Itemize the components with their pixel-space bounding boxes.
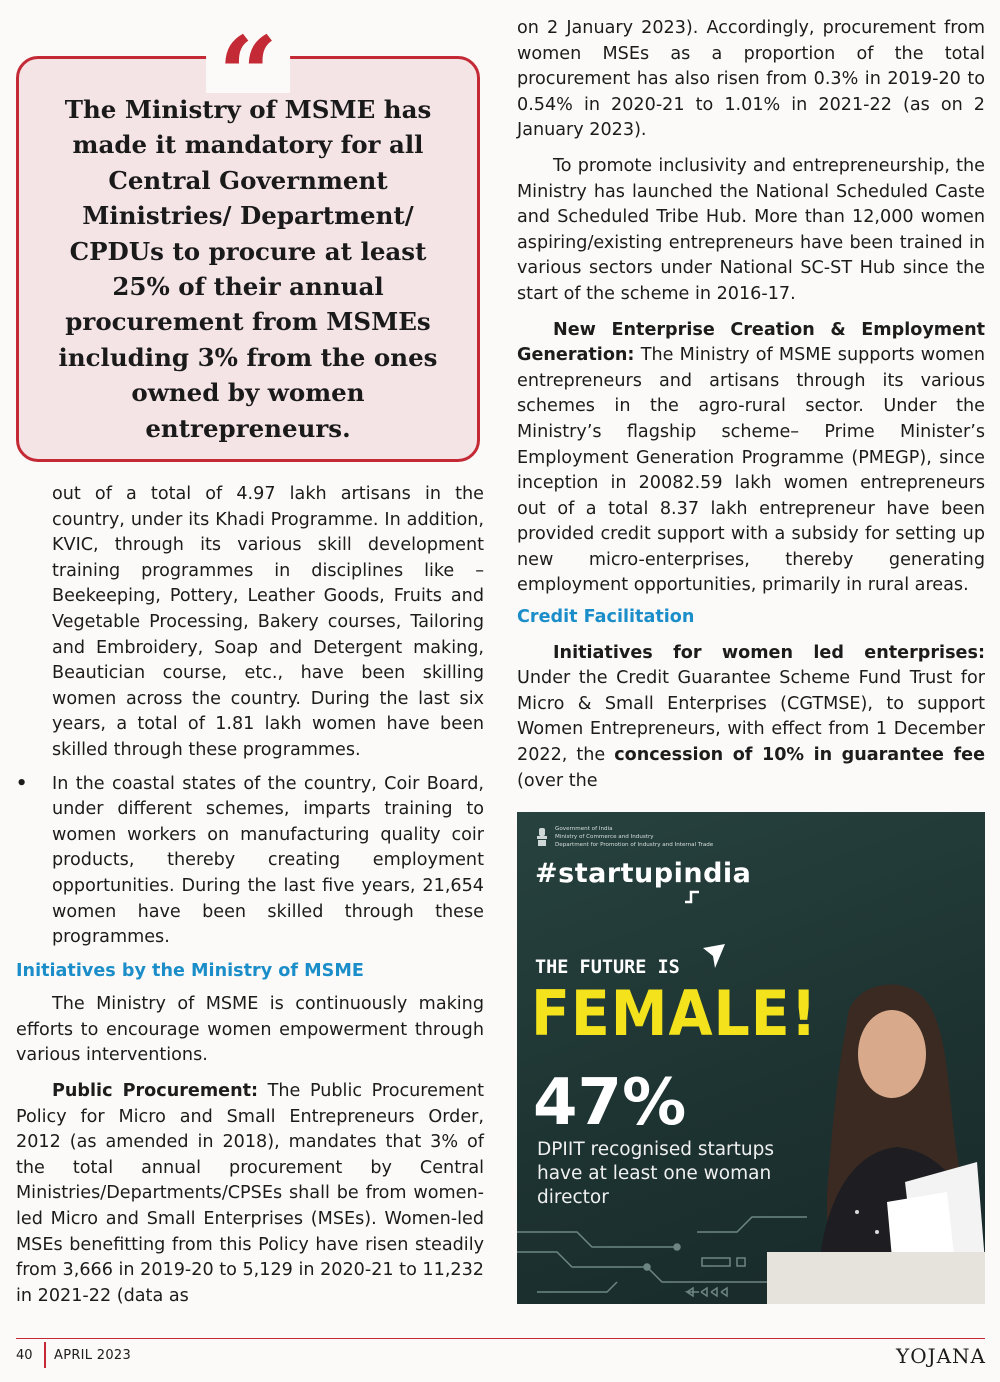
guarantee-fee-highlight: concession of 10% in guarantee fee [614, 745, 985, 766]
public-procurement-paragraph [16, 1079, 484, 1309]
enterprise-creation-paragraph [517, 318, 985, 600]
government-credit [555, 825, 713, 849]
procurement-continued-paragraph: on 2 January 2023). Accordingly, procurement from women MSEs as a proportion of the total procurement has also risen from 0.3% in 2019-20 to 0.54% in 2020-21 to 1.01% in 2021-22 (as on 2 January 2023). [517, 18, 985, 141]
gov-line-2: Ministry of Commerce and Industry [555, 834, 654, 840]
enterprise-creation-text: The Ministry of MSME supports women entrepreneurs and artisans through its various schemes in the agro-rural sector. Under the Ministry’s flagship scheme– Prime Minister’s Employment Generation Programme (PMEGP), since inception in 20082.59 lakh women entrepreneurs out of a total 8.37 lakh entrepreneur have been provided credit support with a subsidy for setting up new micro-enterprises, thereby generating employment opportunities, primarily in rural areas. [517, 345, 985, 596]
future-is-text: THE FUTURE IS [535, 957, 680, 978]
gov-line-1: Government of India [555, 826, 613, 832]
women-led-enterprises-tail: (over the [517, 770, 598, 791]
pull-quote-box [16, 13, 480, 462]
heading-credit-facilitation: Credit Facilitation [517, 607, 695, 628]
bullet-icon: • [16, 773, 28, 794]
footer-rule [16, 1338, 985, 1339]
heading-msme-initiatives: Initiatives by the Ministry of MSME [16, 960, 364, 981]
gov-line-3: Department for Promotion of Industry and Internal Trade [555, 842, 714, 848]
issue-date: APRIL 2023 [54, 1348, 132, 1363]
right-column [517, 16, 985, 794]
inclusivity-paragraph: To promote inclusivity and entrepreneurship, the Ministry has launched the National Scheduled Caste and Scheduled Tribe Hub. More than 12,000 women aspiring/existing entrepreneurs have been trained in various sectors under National SC-ST Hub since the start of the scheme in 2016-17. [517, 155, 985, 304]
women-led-enterprises-paragraph [517, 641, 985, 795]
enterprise-creation-lead: New Enterprise Creation & Employment Generation: [517, 319, 985, 366]
magazine-name: YOJANA [895, 1344, 986, 1368]
desk-papers [767, 1252, 985, 1304]
statistic-description: DPIIT recognised startups have at least one woman director [537, 1139, 775, 1208]
khadi-paragraph: out of a total of 4.97 lakh artisans in the country, under its Khadi Programme. In addition, KVIC, through its various skill development training programmes in disciplines like – Beekeeping, Pottery, Leather Goods, Fruits and Vegetable Processing, Bakery courses, Tailoring and Embroidery, Soap and Detergent making, Beautician course, etc., have been skilling women across the country. During the last six years, a total of 1.81 lakh women have been skilled through these programmes. [52, 484, 484, 760]
page-number: 40 [16, 1348, 33, 1363]
startupindia-hashtag: #startupindia [535, 858, 752, 889]
hashtag-underline-icon [685, 890, 701, 904]
female-headline: FEMALE! [531, 977, 818, 1050]
public-procurement-text: The Public Procurement Policy for Micro and Small Entrepreneurs Order, 2012 (as amended in 2018), mandates that 3% of the total annual procurement by Central Ministries/Departments/CPSEs shall be from women-led Micro and Small Enterprises (MSEs). Women-led MSEs benefitting from this Policy have risen steadily from 3,666 in 2019-20 to 5,129 in 2020-21 to 11,232 in 2021-22 (data as [16, 1081, 484, 1306]
national-emblem-icon [535, 826, 549, 848]
women-led-enterprises-lead: Initiatives for women led enterprises: [553, 642, 985, 663]
women-led-enterprises-text: Under the Credit Guarantee Scheme Fund Trust for Micro & Small Enterprises (CGTMSE), to support Women Entrepreneurs, with effect from 1 December 2022, the [517, 668, 985, 766]
footer-divider [44, 1342, 46, 1368]
coir-bullet [16, 772, 484, 951]
paper-plane-icon [703, 944, 725, 968]
public-procurement-lead: Public Procurement: [52, 1081, 259, 1102]
quote-mark-icon: “ [206, 23, 290, 93]
msme-paragraph: The Ministry of MSME is continuously making efforts to encourage women empowerment through various interventions. [16, 994, 484, 1066]
startup-india-advertisement [517, 812, 985, 1304]
statistic-percent: 47% [533, 1066, 687, 1140]
pull-quote-text: The Ministry of MSME has made it mandatory for all Central Government Ministries/ Department/ CPDUs to procure at least 25% of their annual procurement from MSMEs including 3% from the ones owned by women entrepreneurs. [58, 94, 438, 443]
left-column [16, 482, 484, 1309]
coir-bullet-text: In the coastal states of the country, Coir Board, under different schemes, imparts training to women workers on manufacturing quality coir products, thereby creating employment opportunities. During the last five years, 21,654 women have been skilled through these programmes. [52, 773, 484, 948]
